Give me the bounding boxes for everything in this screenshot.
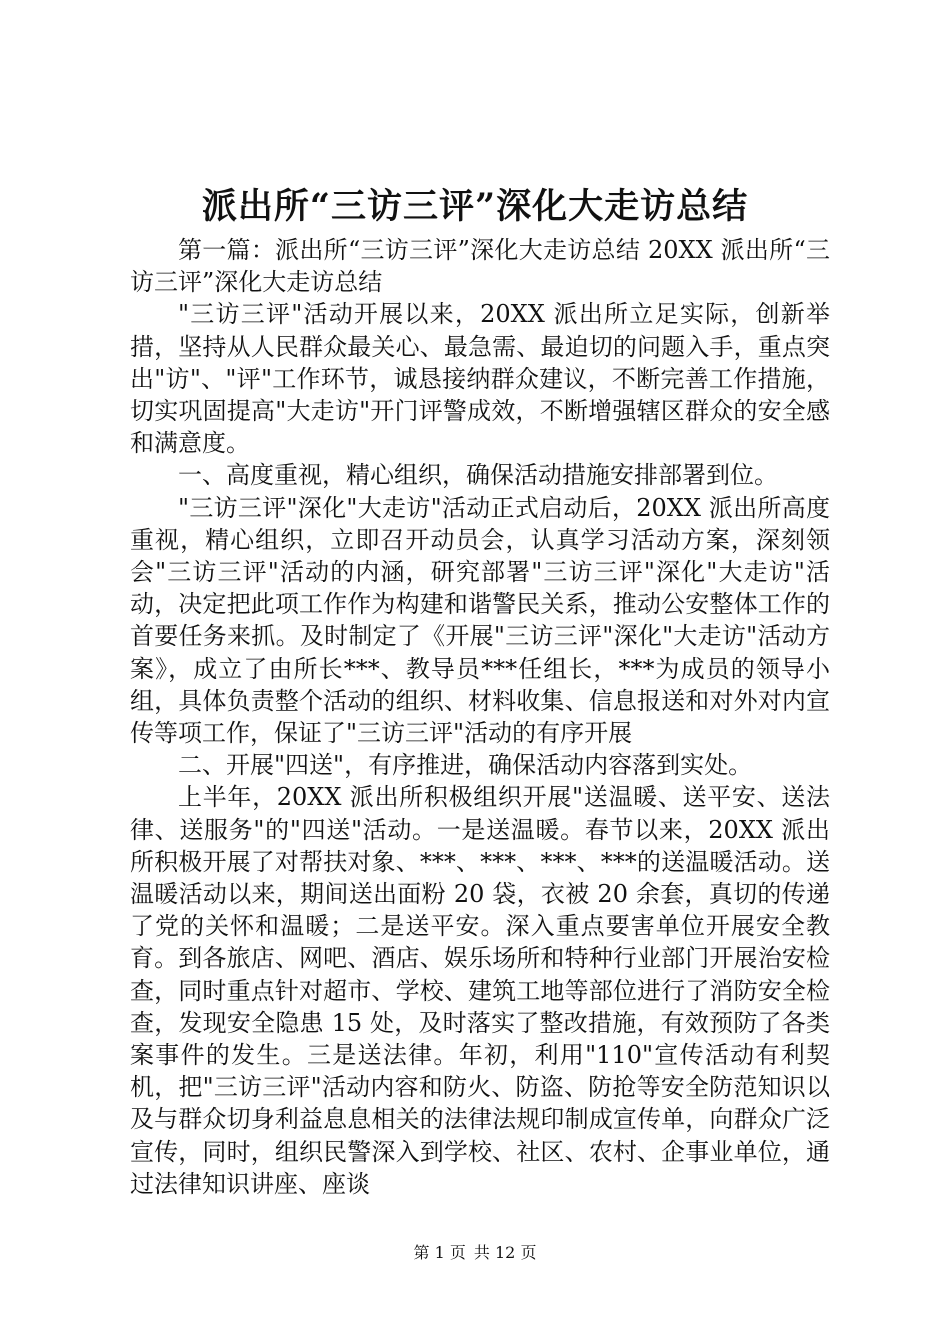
page-total: 共 12 页 [473,1243,537,1262]
paragraph-overview: "三访三评"活动开展以来，20XX 派出所立足实际，创新举措，坚持从人民群众最关心、最急需、最迫切的问题入手，重点突出"访"、"评"工作环节，诚恳接纳群众建议，不断完善工作措施，切实巩固提高"大走访"开门评警成效，不断增强辖区群众的安全感和满意度。 [130,300,830,458]
page-footer [0,1243,950,1263]
paragraph-section-1: "三访三评"深化"大走访"活动正式启动后，20XX 派出所高度重视，精心组织，立即召开动员会，认真学习活动方案，深刻领会"三访三评"活动的内涵，研究部署"三访三评"深化"大走访"活动，决定把此项工作作为构建和谐警民关系，推动公安整体工作的首要任务来抓。及时制定了《开展"三访三评"深化"大走访"活动方案》，成立了由所长***、教导员***任组长，***为成员的领导小组，具体负责整个活动的组织、材料收集、信息报送和对外对内宣传等项工作，保证了"三访三评"活动的有序开展 [130,493,830,748]
page-number: 第 1 页 [413,1243,466,1262]
paragraph-section-2: 上半年，20XX 派出所积极组织开展"送温暖、送平安、送法律、送服务"的"四送"活动。一是送温暖。春节以来，20XX 派出所积极开展了对帮扶对象、***、***、***、***的送温暖活动。送温暖活动以来，期间送出面粉 20 袋，衣被 20 余套，真切的传递了党的关怀和温暖；二是送平安。深入重点要害单位开展安全教育。到各旅店、网吧、酒店、娱乐场所和特种行业部门开展治安检查，同时重点针对超市、学校、建筑工地等部位进行了消防安全检查，发现安全隐患 15 处，及时落实了整改措施，有效预防了各类案事件的发生。三是送法律。年初，利用"110"宣传活动有利契机，把"三访三评"活动内容和防火、防盗、防抢等安全防范知识以及与群众切身利益息息相关的法律法规印制成宣传单，向群众广泛宣传，同时，组织民警深入到学校、社区、农村、企事业单位，通过法律知识讲座、座谈 [130,783,830,1198]
section-heading-1: 一、高度重视，精心组织，确保活动措施安排部署到位。 [178,461,778,490]
section-heading-2: 二、开展"四送"，有序推进，确保活动内容落到实处。 [178,751,753,780]
document-title: 派出所“三访三评”深化大走访总结 [201,186,749,227]
document-body [130,234,830,1200]
paragraph-intro: 第一篇：派出所“三访三评”深化大走访总结 20XX 派出所“三访三评”深化大走访总结 [130,236,830,297]
